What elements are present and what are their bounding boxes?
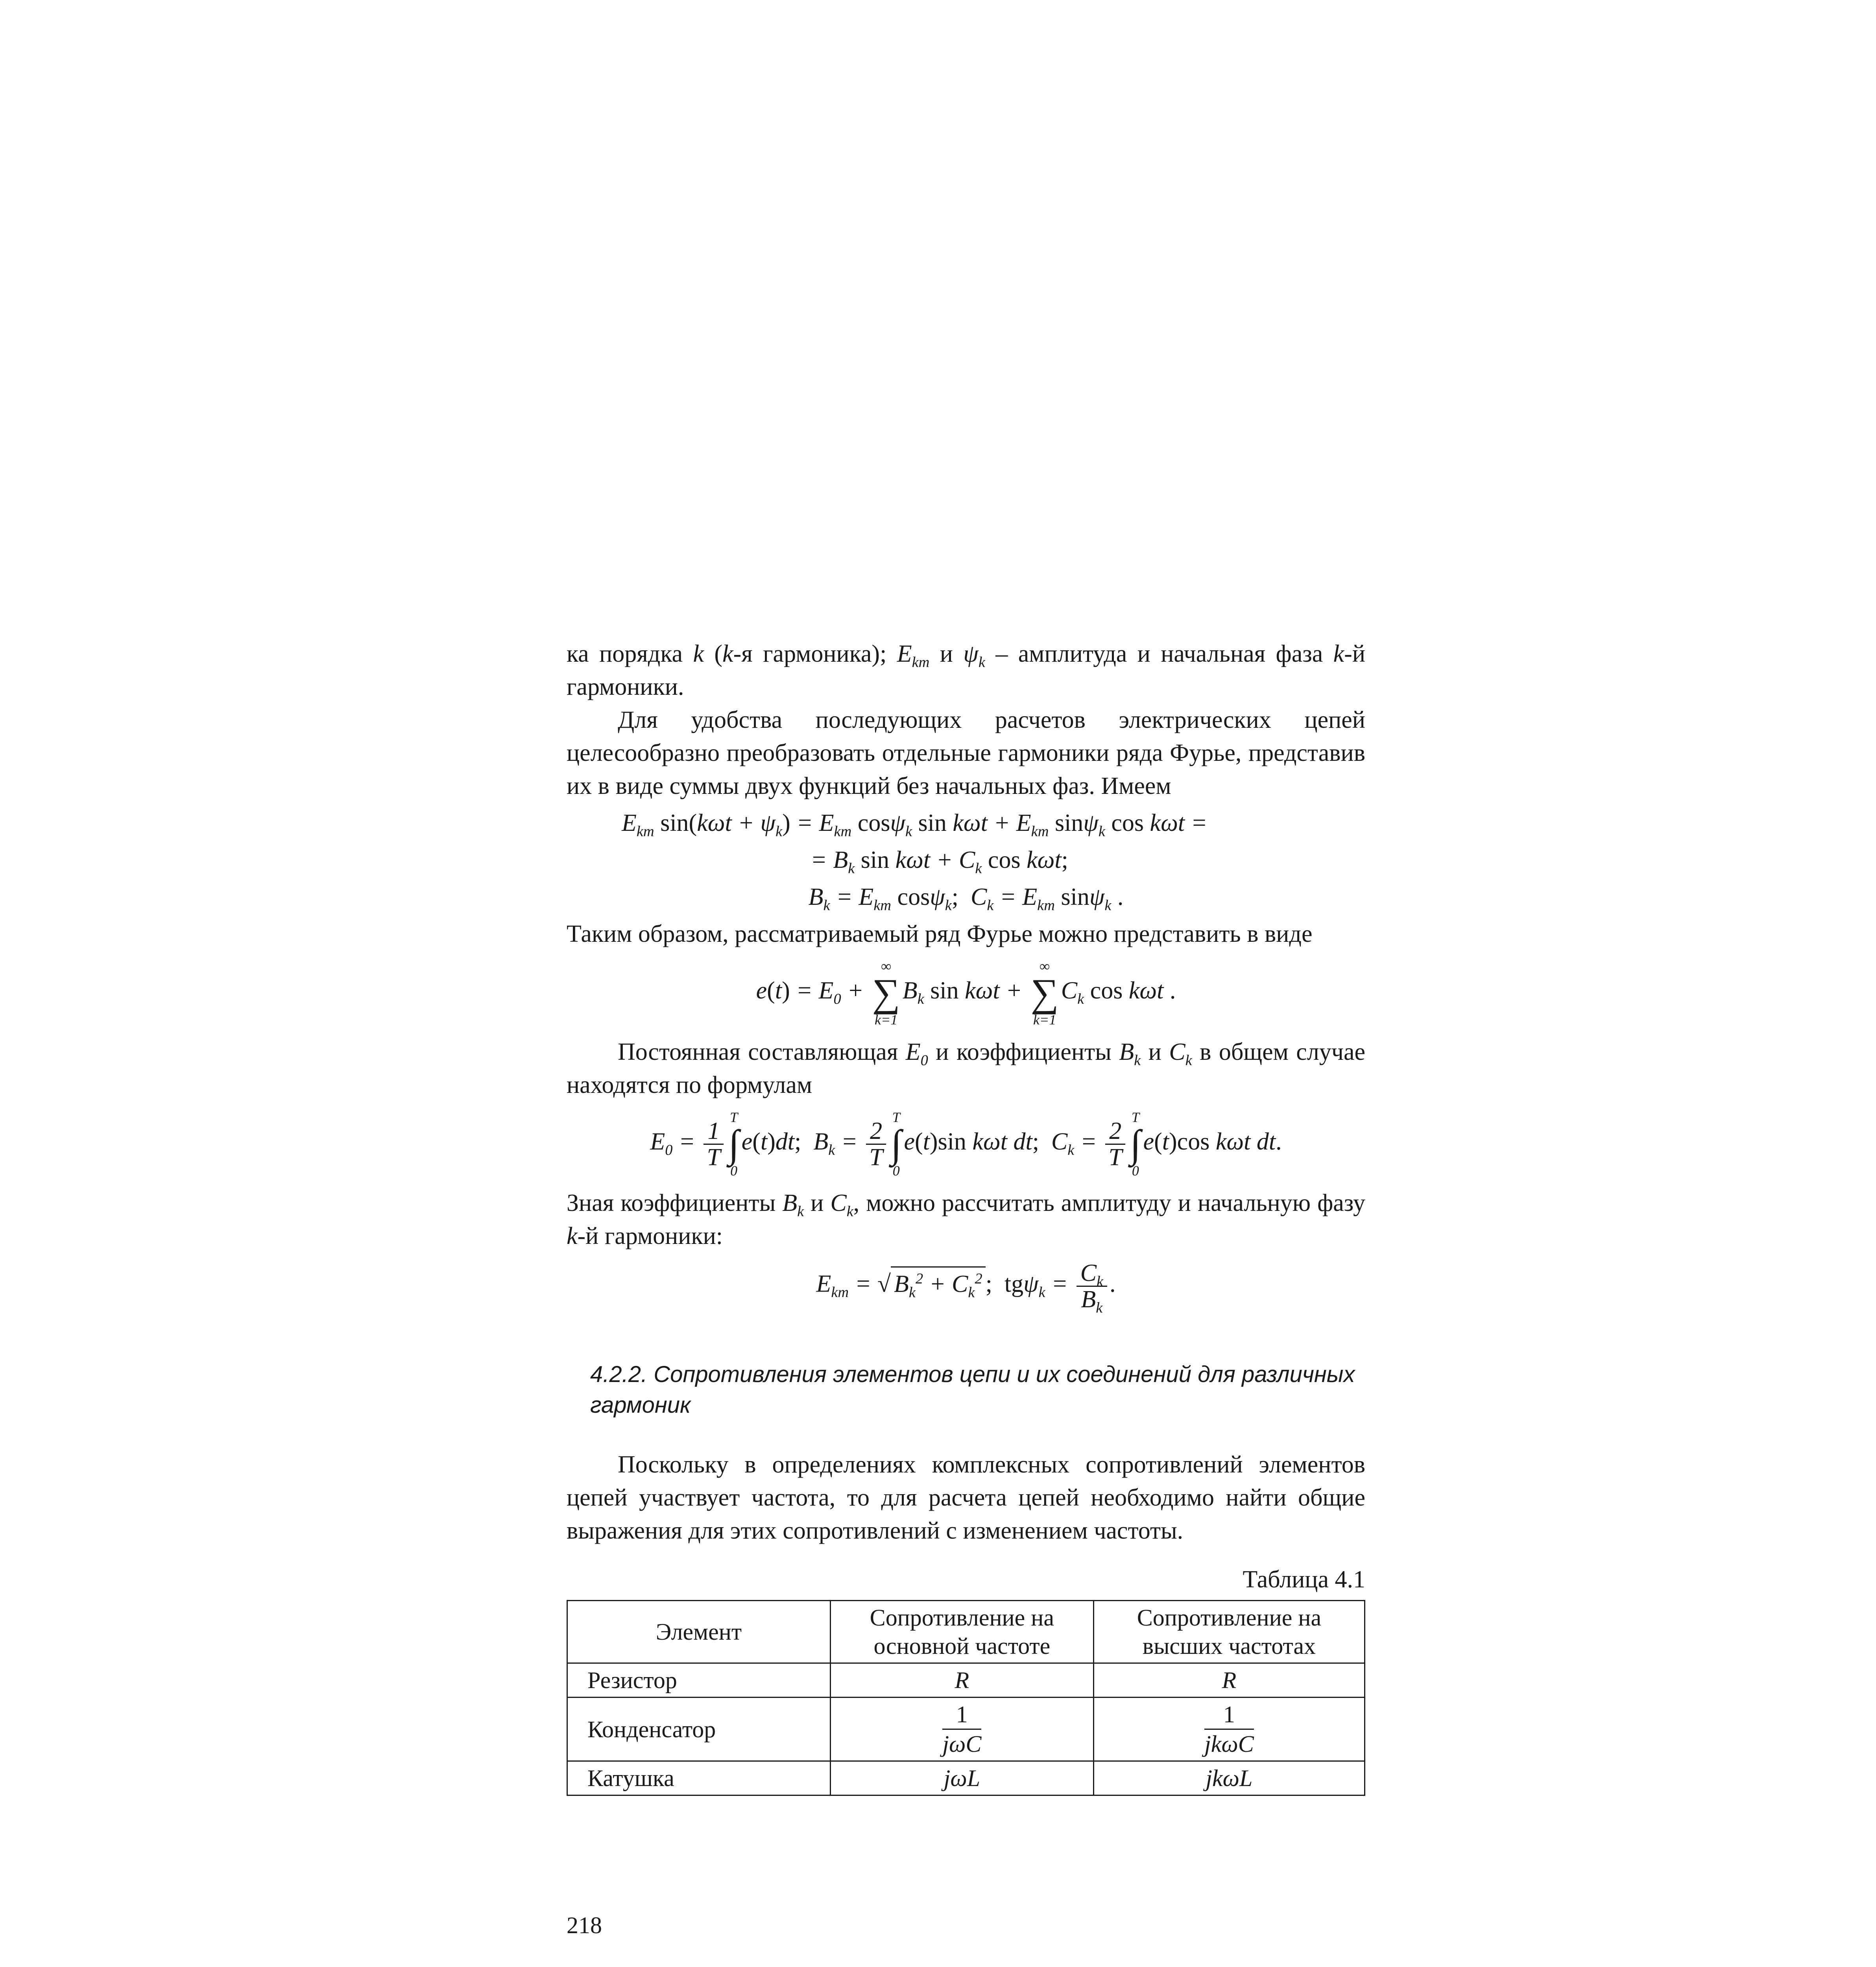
symbol-k: k: [693, 640, 704, 667]
section-heading: 4.2.2. Сопротивления элементов цепи и их соединений для различных гармоник: [590, 1362, 1355, 1418]
formula-fourier-series: $e(t) = E_0$ + ∞ ∑ k=1 $B_k$ sin kωt + ∞ ∑ k=1 $C_k$ cos kωt .: [756, 958, 1176, 1028]
table-header-cell: Сопротивление на основной частоте: [830, 1601, 1093, 1663]
formula-bk-ck-definition: $B_k = E_{km}$ cosψ$_k$; $C_k = E_{km}$ sinψ$_k$ .: [808, 884, 1124, 914]
element-name-cell: Катушка: [567, 1761, 831, 1795]
higher-resistance-cell: R: [1093, 1663, 1365, 1698]
paragraph-convenience: Для удобства последующих расчетов электрических цепей целесообразно преобразовать отдельные гармоники ряда Фурье, представив их в виде суммы двух функций без начальных фаз. Имеем: [567, 707, 1365, 799]
element-name-cell: Конденсатор: [567, 1698, 831, 1761]
formula-harmonic-expansion: $E_{km}$ $\sin(k\omega t + \psi_k) = E_{km}$ cosψ$_k$ $\sin k\omega t + E_{km}$ sinψ$_k$ cos kωt =: [622, 810, 1208, 840]
base-resistance-cell: R: [830, 1663, 1093, 1698]
formula-coefficients: $E_0$ = $\frac{1}{T}$ T ∫ 0 e(t)dt; $B_k$ = $\frac{2}{T}$ T ∫ 0 e(t)sin kωt dt; $C_k$ = $\frac{2}{T}$ T ∫ 0 e(t)cos kωt dt.: [650, 1109, 1282, 1179]
fraction: $\frac{1}{\text{jωC}}$: [942, 1700, 981, 1758]
base-resistance-cell: jωL: [830, 1761, 1093, 1795]
element-name-cell: Резистор: [567, 1663, 831, 1698]
page-number: 218: [567, 1912, 602, 1938]
sum-symbol: ∞ ∑ k=1: [1030, 958, 1059, 1028]
paragraph-coefficients: Постоянная составляющая $E_0$ и коэффициенты $B_k$ и $C_k$ в общем случае находятся по формулам: [567, 1039, 1365, 1098]
document-page: [567, 637, 1365, 1796]
table-row: [567, 1761, 1365, 1795]
paragraph-harmonic-definition: ка порядка k (k-я гармоника); $E_{km}$ и $\psi_k$ – амплитуда и начальная фаза k-й гармоники.: [567, 640, 1365, 700]
paragraph-frequency: Поскольку в определениях комплексных сопротивлений элементов цепей участвует частота, то для расчета цепей необходимо найти общие выражения для этих сопротивлений с изменением частоты.: [567, 1451, 1365, 1544]
paragraph-fourier-series: Таким образом, рассматриваемый ряд Фурье можно представить в виде: [567, 921, 1313, 947]
table-header-cell: Сопротивление на высших частотах: [1093, 1601, 1365, 1663]
sum-symbol: ∞ ∑ k=1: [872, 958, 900, 1028]
table-row: [567, 1698, 1365, 1761]
paragraph-amplitude-phase: Зная коэффициенты $B_k$ и $C_k$, можно рассчитать амплитуду и начальную фазу k-й гармоники:: [567, 1190, 1365, 1249]
table-header-row: [567, 1601, 1365, 1663]
table-header-cell: Элемент: [567, 1601, 831, 1663]
higher-resistance-cell: jkωL: [1093, 1761, 1365, 1795]
formula-harmonic-expansion-2: = $B_k$ $\sin k\omega t + C_k$ cos kωt;: [811, 847, 1068, 877]
formula-amplitude-phase: $E_{km}$ = √ $B_k^2 + C_k^2$ ; tgψ$_k$ = $\frac{C_k}{B_k}$ .: [816, 1260, 1116, 1316]
resistance-table: [567, 1600, 1365, 1796]
base-resistance-cell: [830, 1698, 1093, 1761]
table-row: [567, 1663, 1365, 1698]
table-caption: Таблица 4.1: [1243, 1566, 1365, 1593]
higher-resistance-cell: [1093, 1698, 1365, 1761]
fraction: $\frac{1}{\text{jkωC}}$: [1204, 1700, 1254, 1758]
